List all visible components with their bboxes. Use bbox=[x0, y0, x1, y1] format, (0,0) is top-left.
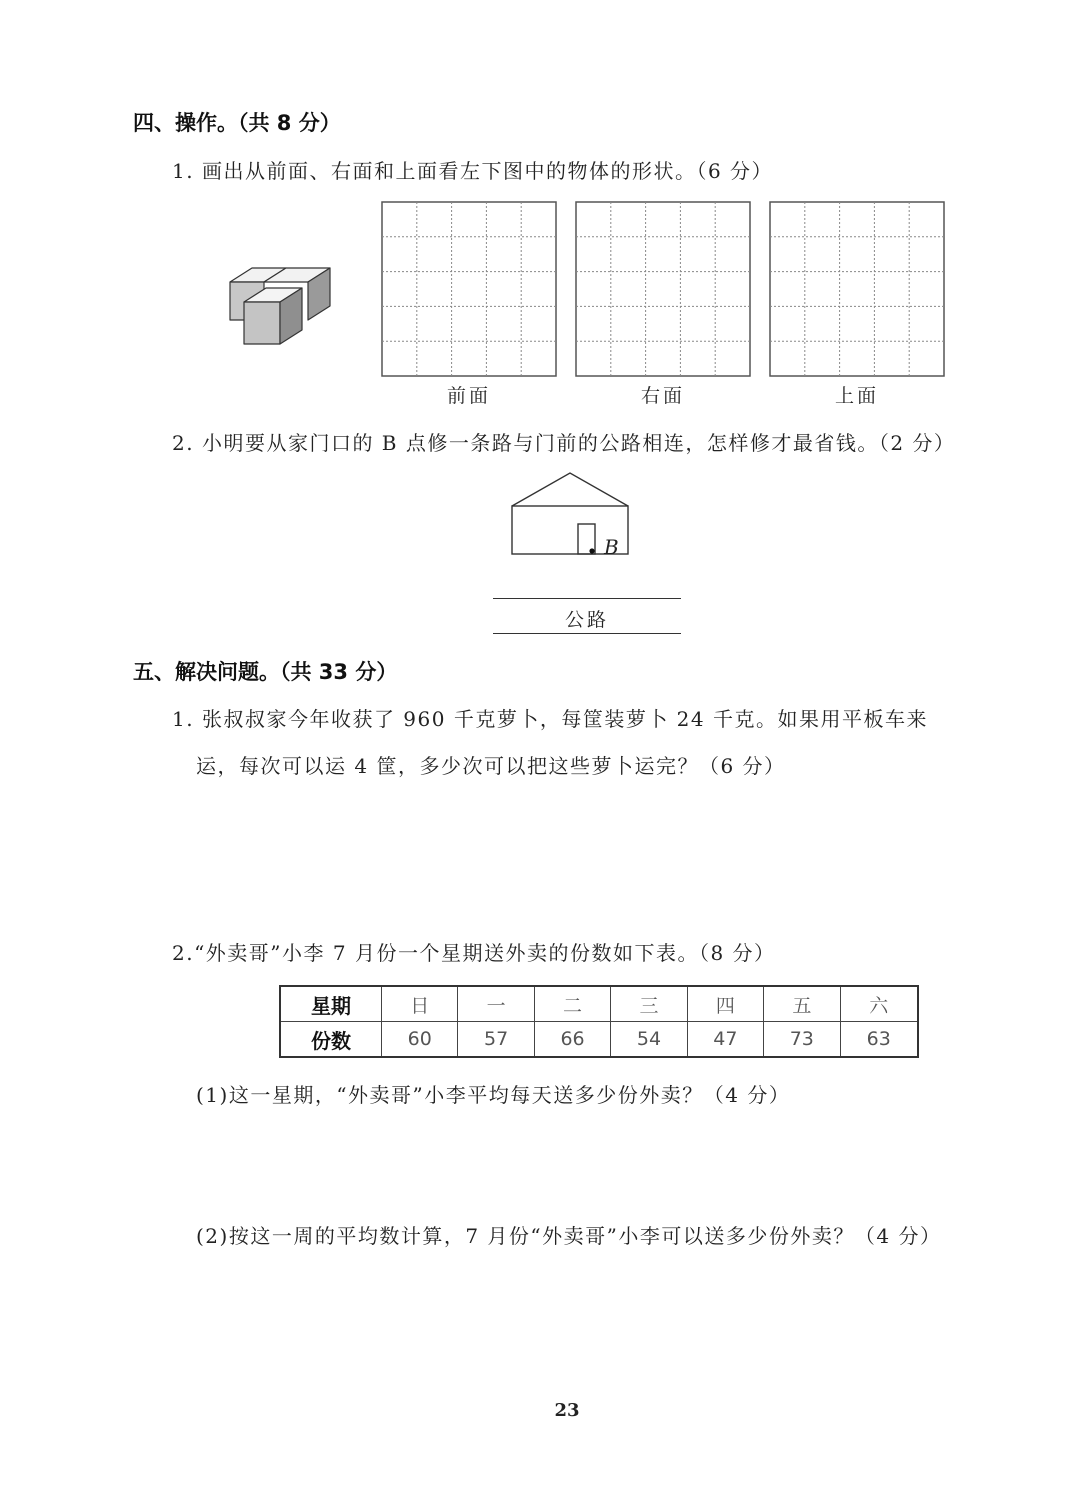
section5-heading: 五、解决问题。（共 33 分） bbox=[133, 660, 398, 684]
cube-front-face bbox=[244, 302, 280, 344]
grid-label-right: 右面 bbox=[640, 385, 685, 407]
table-cell-count: 54 bbox=[611, 1022, 687, 1058]
table-cell-count: 63 bbox=[840, 1022, 918, 1058]
table-cell-count: 57 bbox=[458, 1022, 534, 1058]
page-number: 23 bbox=[554, 1400, 580, 1421]
grid-right[interactable] bbox=[575, 201, 751, 377]
section5-question-2: 2.“外卖哥”小李 7 月份一个星期送外卖的份数如下表。（8 分） bbox=[172, 941, 776, 965]
grid-front[interactable] bbox=[381, 201, 557, 377]
section5-question-1-line2: 运，每次可以运 4 筐，多少次可以把这些萝卜运完？（6 分） bbox=[196, 754, 786, 778]
point-b-label: B bbox=[604, 535, 619, 559]
road-top-line bbox=[493, 598, 681, 599]
section5-subquestion-1: (1)这一星期，“外卖哥”小李平均每天送多少份外卖？（4 分） bbox=[196, 1083, 791, 1107]
table-cell-count: 66 bbox=[534, 1022, 610, 1058]
table-row-counts bbox=[280, 1022, 918, 1058]
section5-question-1-line1: 1. 张叔叔家今年收获了 960 千克萝卜，每筐装萝卜 24 千克。如果用平板车来 bbox=[172, 707, 928, 731]
house-roof bbox=[512, 473, 628, 506]
grid-label-front: 前面 bbox=[446, 385, 491, 407]
grid-label-top: 上面 bbox=[834, 385, 879, 407]
delivery-table bbox=[279, 985, 919, 1058]
table-header-counts: 份数 bbox=[280, 1022, 382, 1058]
road-bottom-line bbox=[493, 633, 681, 634]
grid-top[interactable] bbox=[769, 201, 945, 377]
road-label: 公路 bbox=[564, 609, 609, 631]
table-cell-day: 五 bbox=[764, 986, 840, 1022]
table-cell-day: 二 bbox=[534, 986, 610, 1022]
table-cell-count: 60 bbox=[382, 1022, 458, 1058]
table-row-days bbox=[280, 986, 918, 1022]
table-header-days: 星期 bbox=[280, 986, 382, 1022]
table-cell-day: 一 bbox=[458, 986, 534, 1022]
table-cell-day: 六 bbox=[840, 986, 918, 1022]
table-cell-count: 73 bbox=[764, 1022, 840, 1058]
table-cell-count: 47 bbox=[687, 1022, 763, 1058]
table-cell-day: 三 bbox=[611, 986, 687, 1022]
cube-figure bbox=[226, 264, 332, 348]
table-cell-day: 日 bbox=[382, 986, 458, 1022]
table-cell-day: 四 bbox=[687, 986, 763, 1022]
section5-subquestion-2: (2)按这一周的平均数计算，7 月份“外卖哥”小李可以送多少份外卖？（4 分） bbox=[196, 1224, 942, 1248]
section4-heading: 四、操作。（共 8 分） bbox=[133, 111, 341, 135]
point-b bbox=[589, 548, 594, 553]
section4-question-1: 1. 画出从前面、右面和上面看左下图中的物体的形状。（6 分） bbox=[172, 159, 774, 183]
section4-question-2: 2. 小明要从家门口的 B 点修一条路与门前的公路相连，怎样修才最省钱。（2 分） bbox=[172, 431, 956, 455]
